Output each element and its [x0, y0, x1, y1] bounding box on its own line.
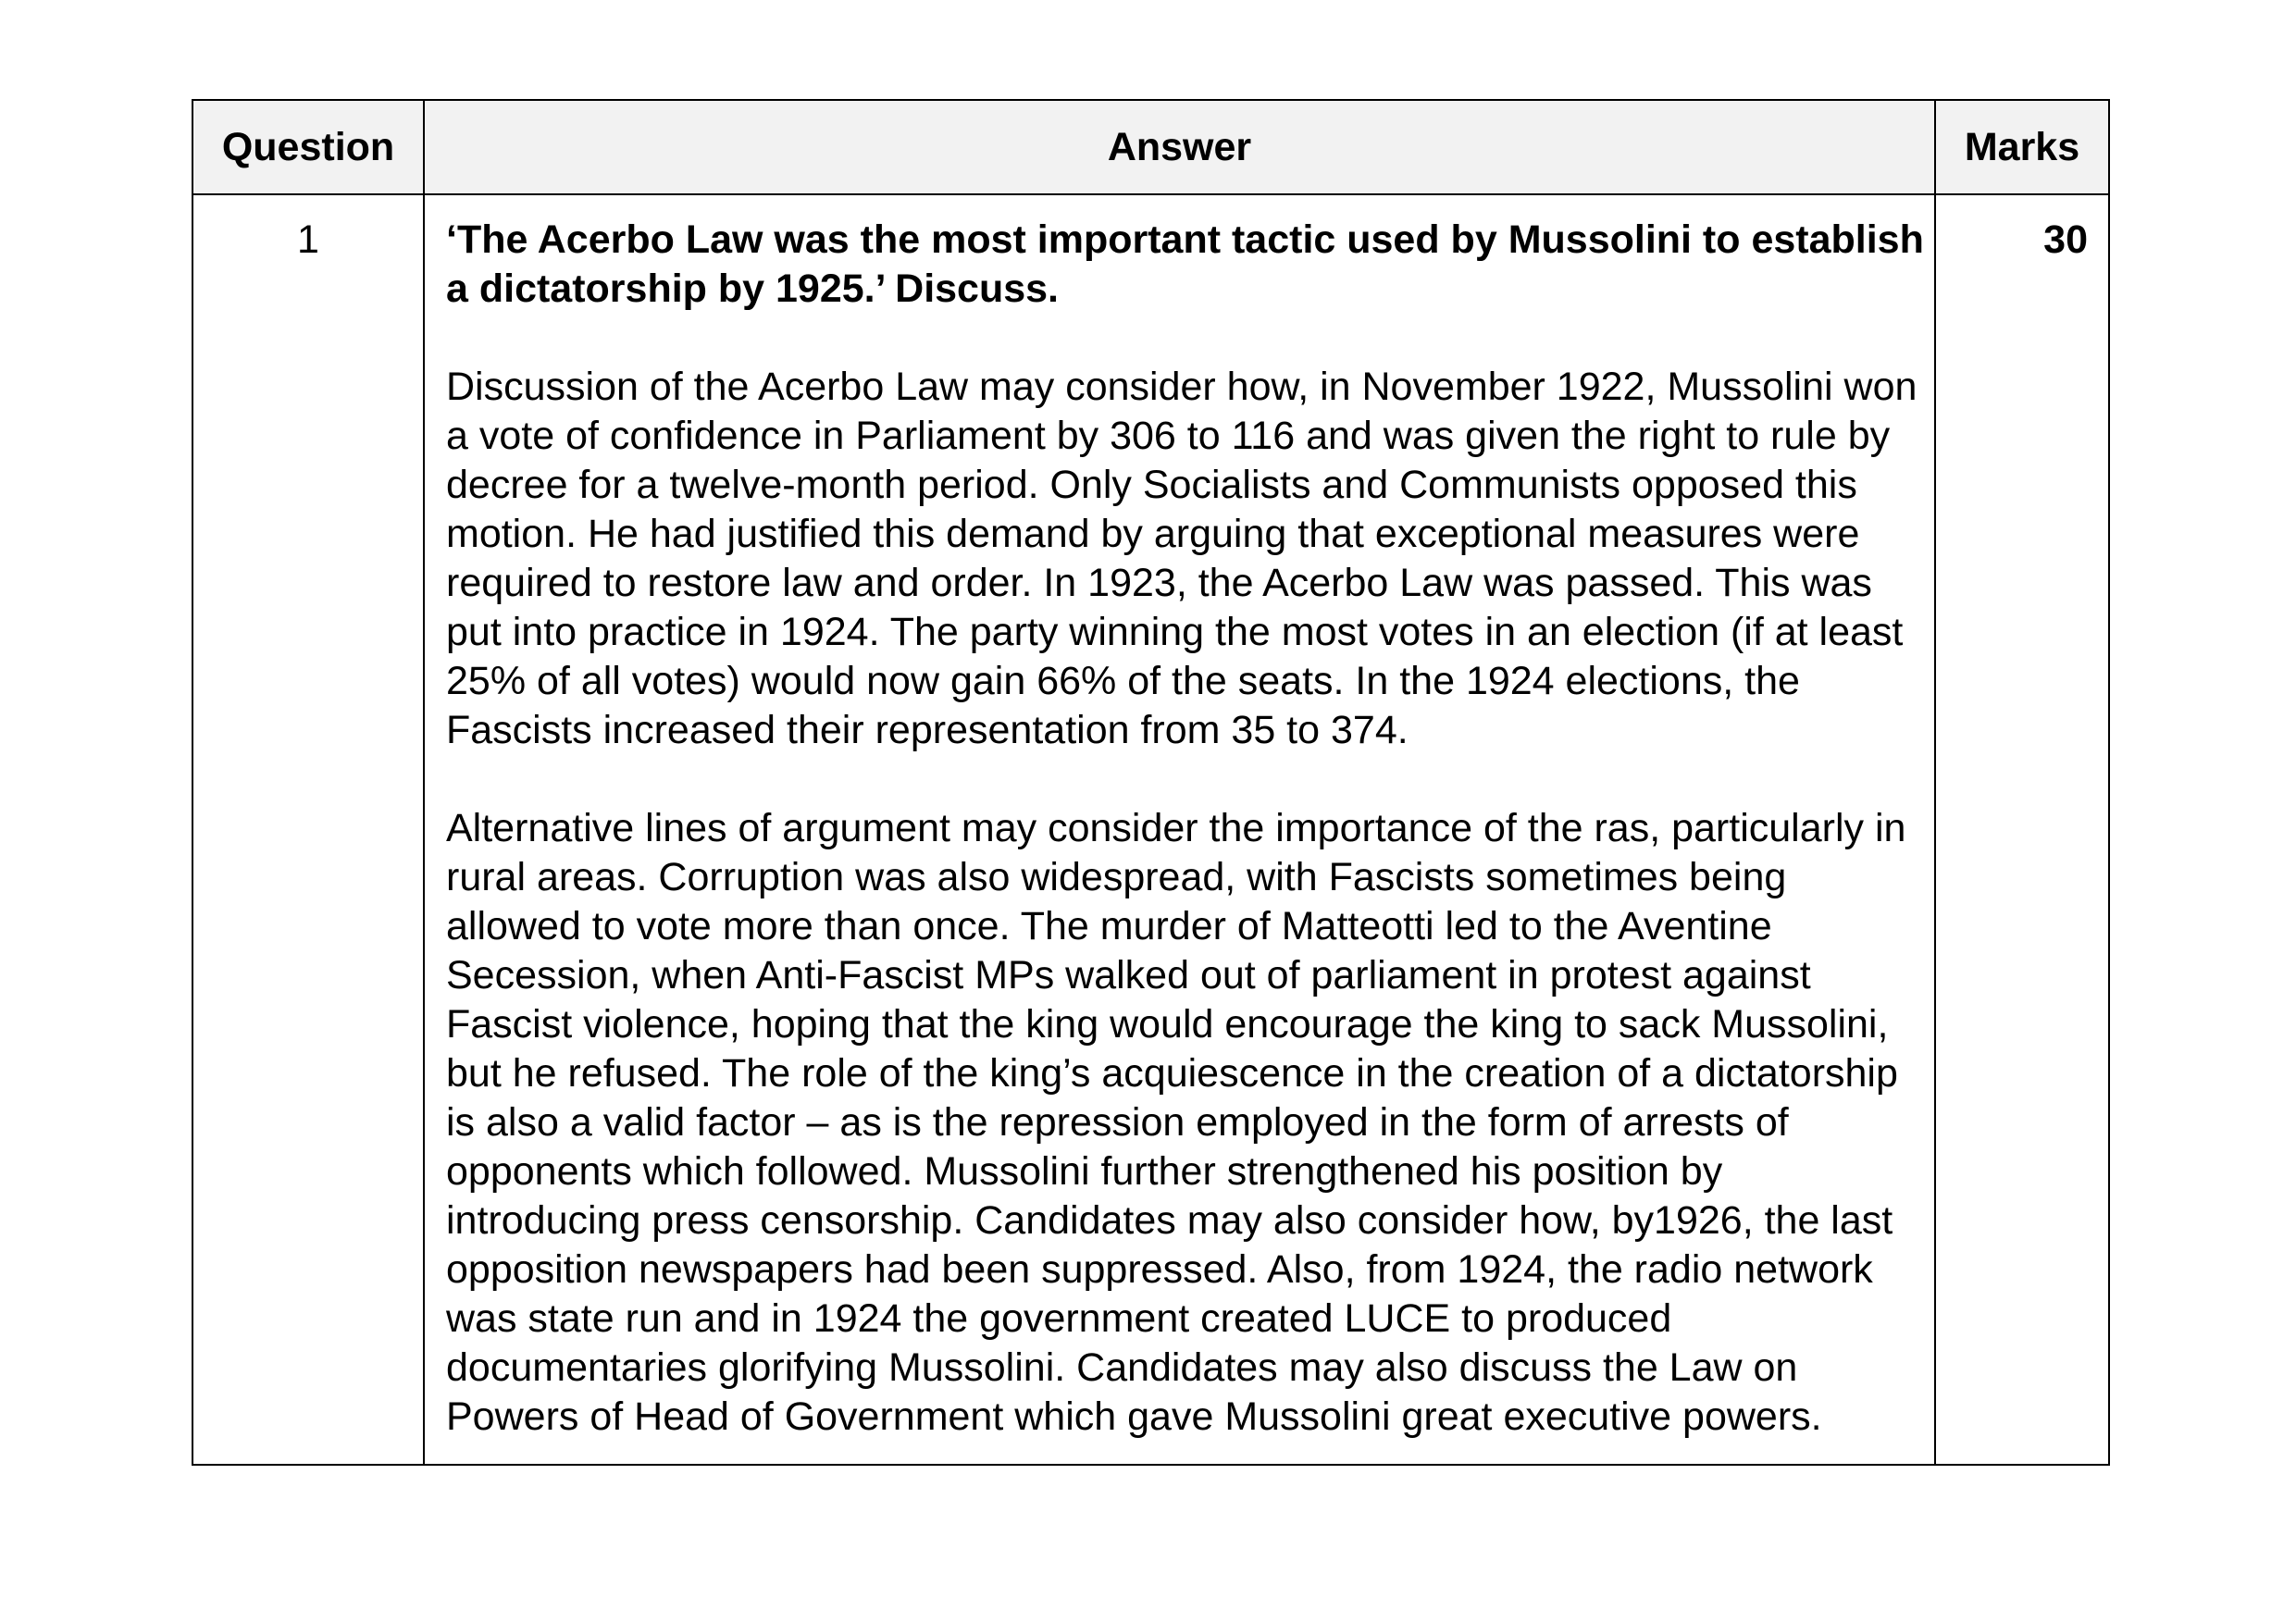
answer-paragraph-1: Discussion of the Acerbo Law may consider how, in November 1922, Mussolini won a vote of confidence in Parliament by 306 to 116 and was given the right to rule by decree for a twelve-month period. Only Socialists and Communists opposed this motion. He had justified this demand by arguing that exceptional measures were required to restore law and order. In 1923, the Acerbo Law was passed. This was put into practice in 1924. The party winning the most votes in an election (if at least 25% of all votes) would now gain 66% of the seats. In the 1924 elections, the Fascists increased their representation from 35 to 374.	[446, 365, 1917, 752]
table-row	[192, 194, 2109, 1465]
question-prompt: ‘The Acerbo Law was the most important tactic used by Mussolini to establish a dictatorship by 1925.’ Discuss.	[446, 217, 1924, 311]
mark-scheme-table	[192, 99, 2110, 1466]
marks-value: 30	[1935, 194, 2109, 1465]
table-body	[192, 194, 2109, 1465]
header-row	[192, 100, 2109, 194]
question-number: 1	[192, 194, 424, 1465]
answer-cell	[424, 194, 1935, 1465]
header-answer: Answer	[424, 100, 1935, 194]
header-question: Question	[192, 100, 424, 194]
header-marks: Marks	[1935, 100, 2109, 194]
table-header	[192, 100, 2109, 194]
answer-paragraph-2: Alternative lines of argument may consider the importance of the ras, particularly in rural areas. Corruption was also widespread, with Fascists sometimes being allowed to vote more than once. The murder of Matteotti led to the Aventine Secession, when Anti-Fascist MPs walked out of parliament in protest against Fascist violence, hoping that the king would encourage the king to sack Mussolini, but he refused. The role of the king’s acquiescence in the creation of a dictatorship is also a valid factor – as is the repression employed in the form of arrests of opponents which followed. Mussolini further strengthened his position by introducing press censorship. Candidates may also consider how, by1926, the last opposition newspapers had been suppressed. Also, from 1924, the radio network was state run and in 1924 the government created LUCE to produced documentaries glorifying Mussolini. Candidates may also discuss the Law on Powers of Head of Government which gave Mussolini great executive powers.	[446, 806, 1906, 1439]
